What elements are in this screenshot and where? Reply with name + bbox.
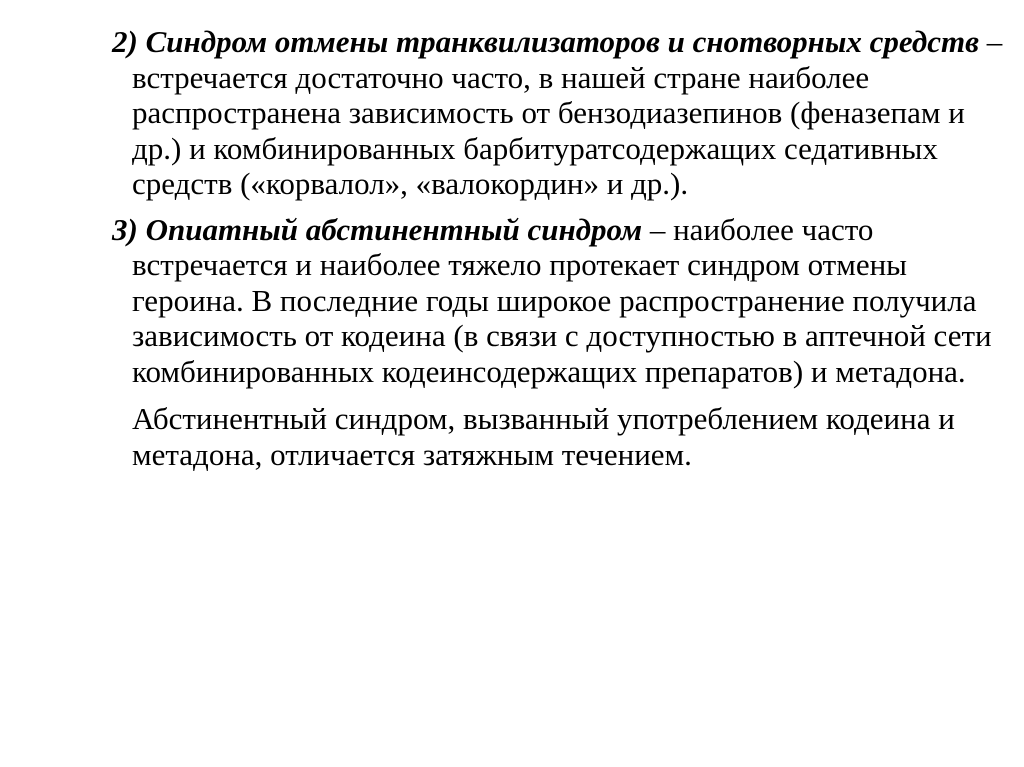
item-heading: 2) Синдром отмены транквилизаторов и снотворных средств <box>112 24 979 59</box>
list-item-opiate-withdrawal <box>112 212 1012 390</box>
item-body: – встречается достаточно часто, в нашей стране наиболее распространена зависимость от бензодиазепинов (феназепам и др.) и комбинированных барбитуратсодержащих седативных средств («корвалол», «валокордин» и др.). <box>132 24 1003 201</box>
item-body: – наиболее часто встречается и наиболее тяжело протекает синдром отмены героина. В последние годы широкое распространение получила зависимость от кодеина (в связи с доступностью в аптечной сети комбинированных кодеинсодержащих препаратов) и метадона. <box>132 211 992 389</box>
list-item-sedative-withdrawal <box>112 24 1012 202</box>
slide-content <box>112 24 1012 472</box>
item-heading: 3) Опиатный абстинентный синдром <box>112 211 643 247</box>
note-paragraph: Абстинентный синдром, вызванный употреблением кодеина и метадона, отличается затяжным течением. <box>132 401 955 472</box>
